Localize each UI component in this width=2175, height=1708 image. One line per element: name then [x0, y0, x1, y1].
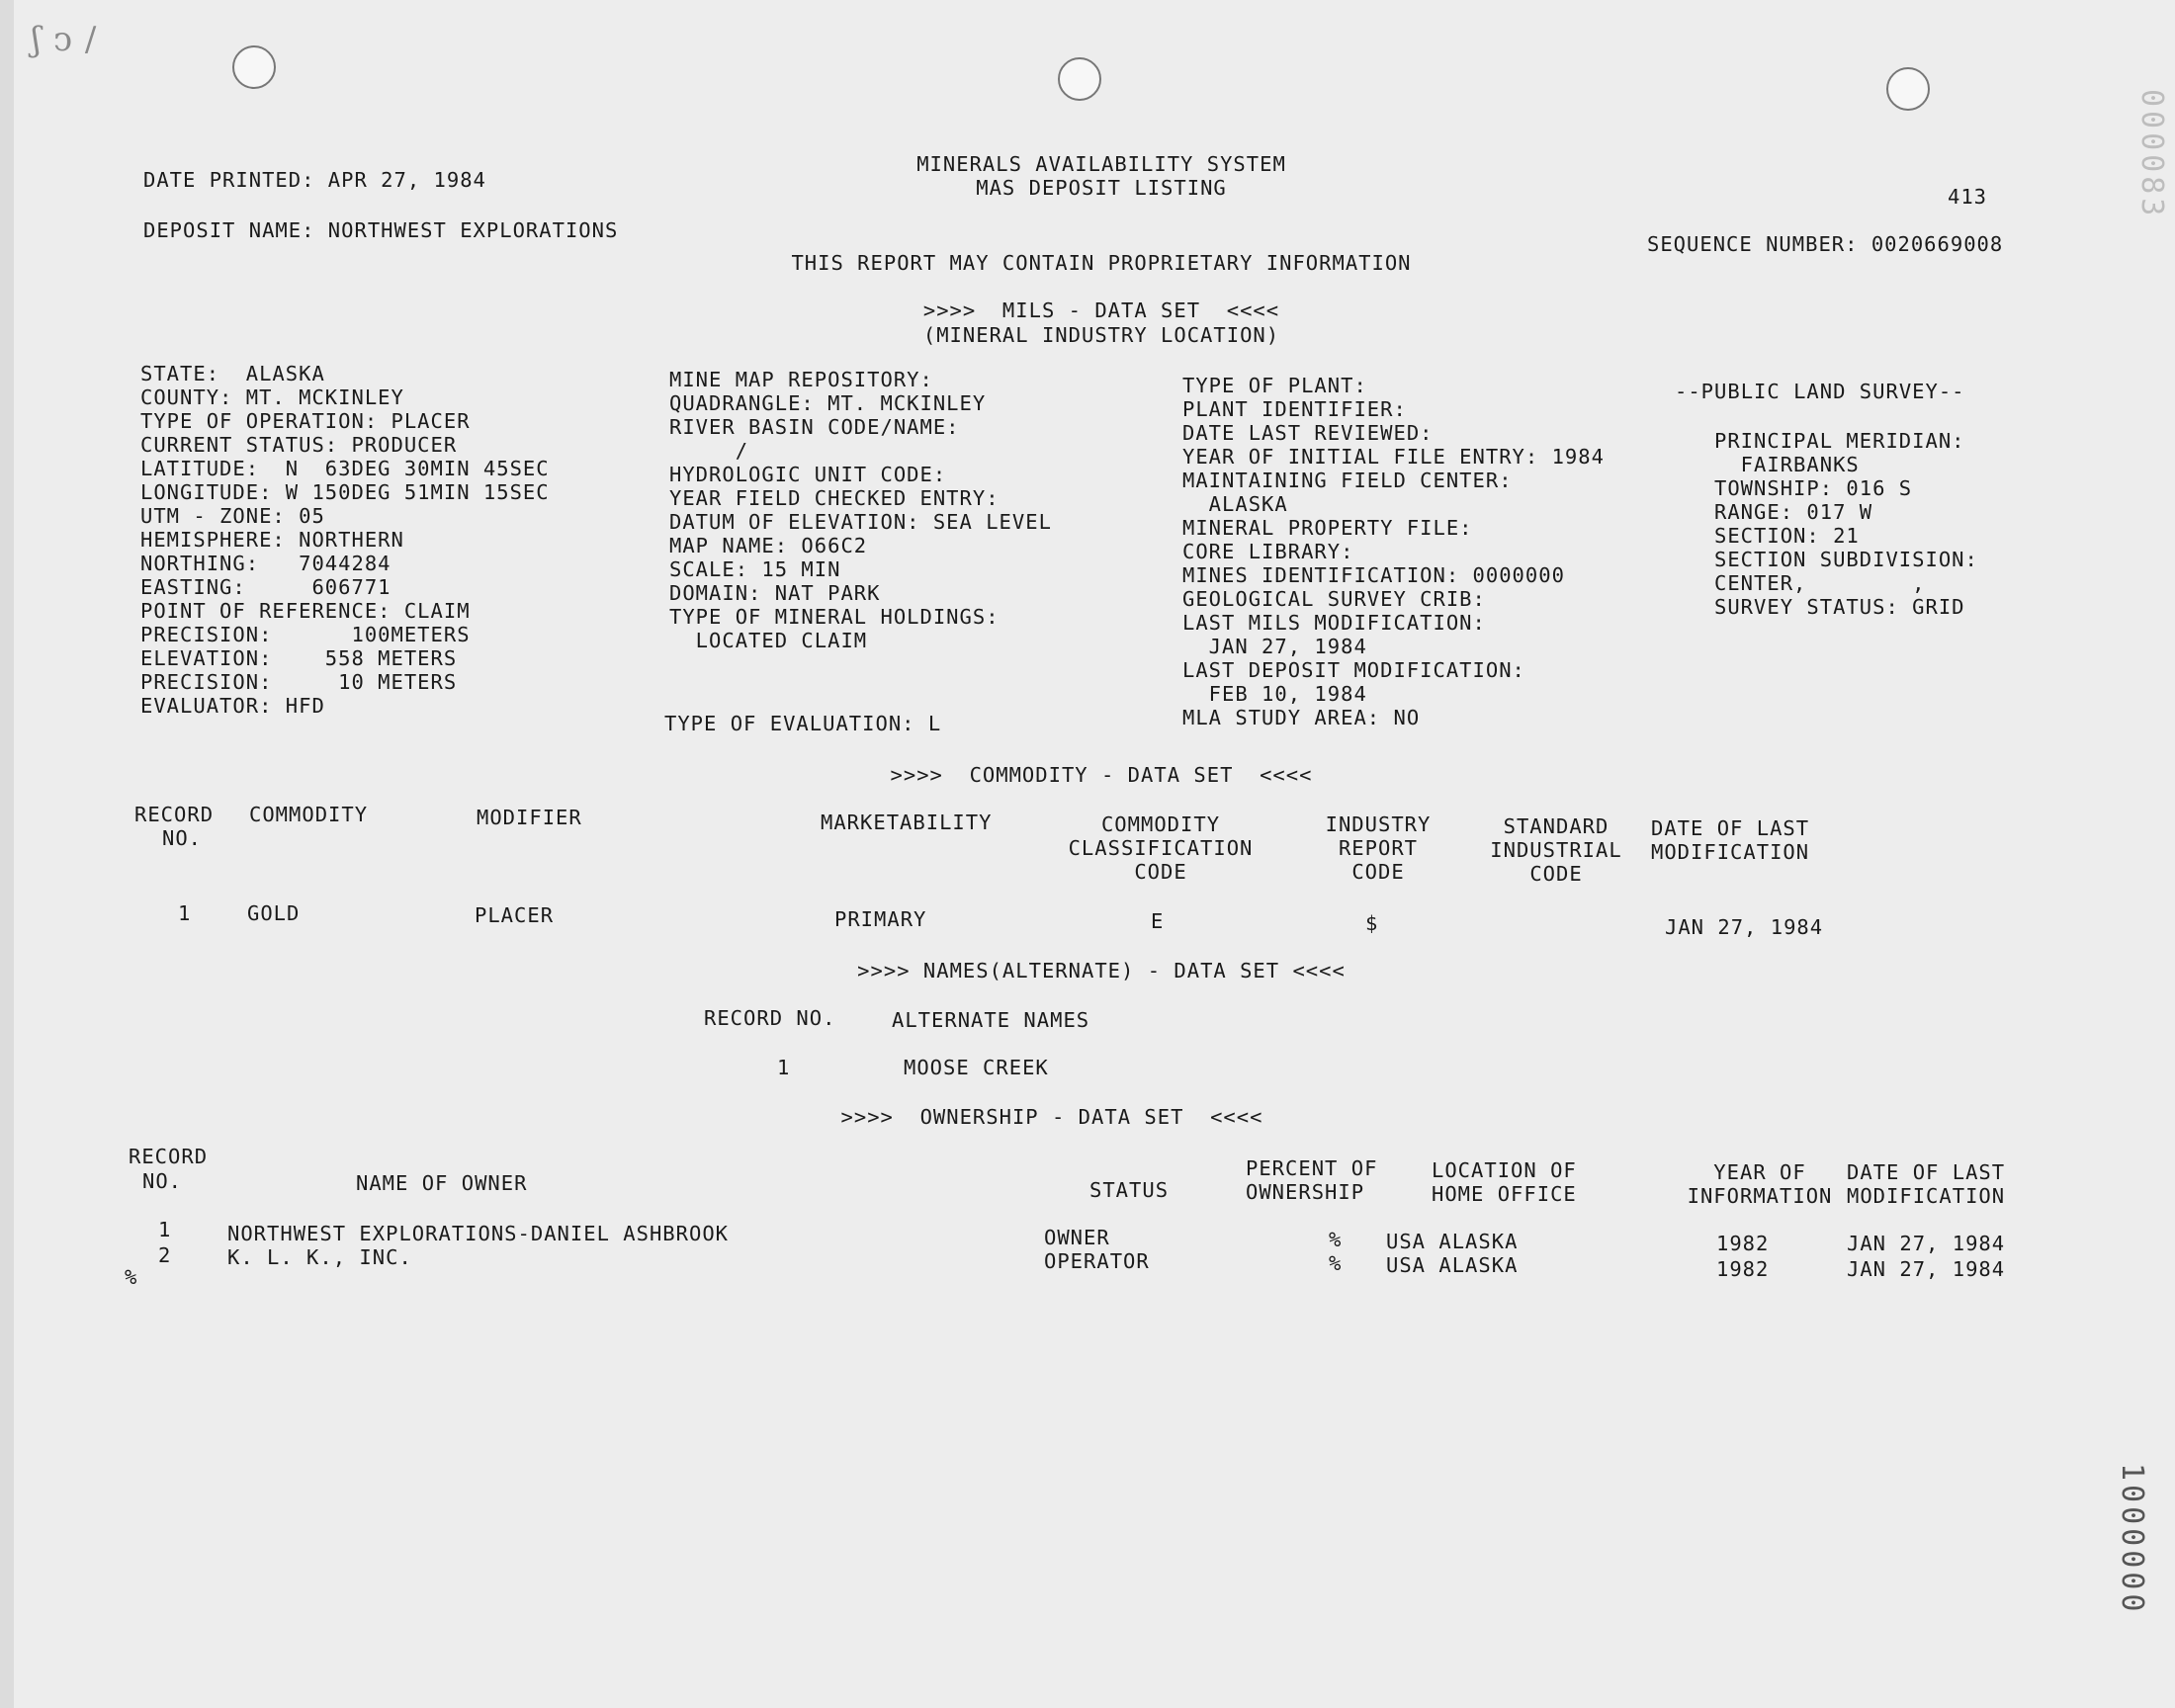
mils-field: EVALUATOR: HFD	[140, 694, 325, 718]
mils-field: POINT OF REFERENCE: CLAIM	[140, 599, 471, 623]
page-edge	[0, 0, 14, 1708]
mils-subtitle: (MINERAL INDUSTRY LOCATION)	[922, 323, 1280, 347]
mils-field: ALASKA	[1182, 492, 1288, 516]
survey-field: SECTION SUBDIVISION:	[1714, 548, 1978, 571]
commodity-date: JAN 27, 1984	[1665, 915, 1824, 939]
mils-field: EASTING: 606771	[140, 575, 392, 599]
handwritten-mark: ʃ ↄ /	[32, 20, 98, 59]
mils-field: COUNTY: MT. MCKINLEY	[140, 385, 404, 409]
ownership-header-date-2: MODIFICATION	[1847, 1184, 2006, 1208]
mils-column-2	[669, 368, 1052, 652]
punch-hole-center	[1058, 57, 1101, 101]
owner-year: 1982	[1716, 1232, 1770, 1255]
ownership-title: >>>> OWNERSHIP - DATA SET <<<<	[840, 1105, 1263, 1129]
mils-field: CURRENT STATUS: PRODUCER	[140, 433, 458, 457]
mils-field: MAINTAINING FIELD CENTER:	[1182, 469, 1513, 492]
ownership-trailing-percent: %	[125, 1265, 138, 1289]
mils-field: LATITUDE: N 63DEG 30MIN 45SEC	[140, 457, 550, 480]
owner-year: 1982	[1716, 1257, 1770, 1281]
mils-field: PRECISION: 100METERS	[140, 623, 471, 646]
owner-location: USA ALASKA	[1386, 1230, 1519, 1253]
mils-field: FEB 10, 1984	[1182, 682, 1367, 706]
survey-field: TOWNSHIP: 016 S	[1714, 476, 1913, 500]
survey-field: RANGE: 017 W	[1714, 500, 1873, 524]
type-of-evaluation: TYPE OF EVALUATION: L	[664, 712, 942, 735]
owner-status: OPERATOR	[1044, 1249, 1150, 1273]
mils-field: DATUM OF ELEVATION: SEA LEVEL	[669, 510, 1052, 534]
mils-field: MINERAL PROPERTY FILE:	[1182, 516, 1473, 540]
mils-field: HYDROLOGIC UNIT CODE:	[669, 463, 947, 486]
survey-field: SECTION: 21	[1714, 524, 1860, 548]
mils-field: CORE LIBRARY:	[1182, 540, 1354, 563]
punch-hole-left	[232, 45, 276, 89]
commodity-modifier: PLACER	[475, 903, 555, 927]
ownership-header-year-1: YEAR OF	[1713, 1160, 1806, 1184]
mils-field: LAST MILS MODIFICATION:	[1182, 611, 1486, 635]
mils-field: TYPE OF OPERATION: PLACER	[140, 409, 471, 433]
survey-field: SURVEY STATUS: GRID	[1714, 595, 1965, 619]
margin-stamp-top: 000083	[2134, 89, 2169, 220]
commodity-header-marketability: MARKETABILITY	[821, 811, 993, 834]
date-printed: DATE PRINTED: APR 27, 1984	[143, 168, 486, 192]
commodity-header-standard-3: CODE	[1529, 862, 1583, 886]
commodity-header-industry-1: INDUSTRY	[1325, 812, 1432, 836]
mils-field: QUADRANGLE: MT. MCKINLEY	[669, 391, 987, 415]
ownership-header-location-1: LOCATION OF	[1432, 1158, 1577, 1182]
owner-percent: %	[1329, 1251, 1343, 1275]
mils-field: LONGITUDE: W 150DEG 51MIN 15SEC	[140, 480, 550, 504]
page-number: 413	[1948, 185, 1988, 209]
mils-field: UTM - ZONE: 05	[140, 504, 325, 528]
commodity-header-industry-2: REPORT	[1338, 836, 1419, 860]
mils-field: MINE MAP REPOSITORY:	[669, 368, 933, 391]
ownership-header-name: NAME OF OWNER	[356, 1171, 528, 1195]
commodity-header-classification-2: CLASSIFICATION	[1068, 836, 1254, 860]
mils-title: >>>> MILS - DATA SET <<<<	[922, 299, 1280, 322]
mils-field: MLA STUDY AREA: NO	[1182, 706, 1421, 729]
commodity-header-record-no: NO.	[162, 826, 203, 850]
report-page	[14, 0, 2175, 1708]
names-header-alternate: ALTERNATE NAMES	[892, 1008, 1090, 1032]
ownership-header-record: RECORD	[129, 1145, 209, 1168]
punch-hole-right	[1886, 67, 1930, 111]
owner-record: 1	[158, 1218, 172, 1241]
commodity-header-commodity: COMMODITY	[249, 803, 369, 826]
ownership-header-date-1: DATE OF LAST	[1847, 1160, 2006, 1184]
mils-field: STATE: ALASKA	[140, 362, 325, 385]
ownership-header-status: STATUS	[1089, 1178, 1170, 1202]
commodity-header-standard-2: INDUSTRIAL	[1490, 838, 1622, 862]
mils-field: YEAR OF INITIAL FILE ENTRY: 1984	[1182, 445, 1605, 469]
mils-field: PRECISION: 10 METERS	[140, 670, 458, 694]
owner-status: OWNER	[1044, 1226, 1110, 1249]
mils-field: MINES IDENTIFICATION: 0000000	[1182, 563, 1565, 587]
names-header-record: RECORD NO.	[704, 1006, 836, 1030]
commodity-header-date-1: DATE OF LAST	[1651, 816, 1810, 840]
mils-column-1	[140, 362, 550, 718]
sequence-number: SEQUENCE NUMBER: 0020669008	[1647, 232, 2004, 256]
mils-field: TYPE OF MINERAL HOLDINGS:	[669, 605, 1000, 629]
margin-stamp-bottom: 1000000	[2115, 1463, 2149, 1616]
owner-location: USA ALASKA	[1386, 1253, 1519, 1277]
system-title: MINERALS AVAILABILITY SYSTEM	[916, 152, 1286, 176]
commodity-record: 1	[178, 901, 192, 925]
mils-column-4	[1714, 429, 1978, 619]
mils-field: /	[669, 439, 749, 463]
commodity-header-standard-1: STANDARD	[1503, 814, 1610, 838]
mils-field: SCALE: 15 MIN	[669, 557, 841, 581]
mils-column-3	[1182, 374, 1605, 729]
commodity-header-industry-3: CODE	[1351, 860, 1405, 884]
mils-field: GEOLOGICAL SURVEY CRIB:	[1182, 587, 1486, 611]
owner-record: 2	[158, 1243, 172, 1267]
ownership-header-location-2: HOME OFFICE	[1432, 1182, 1577, 1206]
survey-field: PRINCIPAL MERIDIAN:	[1714, 429, 1965, 453]
owner-name: K. L. K., INC.	[227, 1245, 412, 1269]
ownership-header-year-2: INFORMATION	[1687, 1184, 1833, 1208]
names-row-name: MOOSE CREEK	[904, 1056, 1049, 1079]
commodity-marketability: PRIMARY	[834, 907, 927, 931]
names-title: >>>> NAMES(ALTERNATE) - DATA SET <<<<	[857, 959, 1346, 982]
mils-field: HEMISPHERE: NORTHERN	[140, 528, 404, 552]
ownership-header-record-no: NO.	[142, 1169, 183, 1193]
public-land-survey-title: --PUBLIC LAND SURVEY--	[1675, 380, 1965, 403]
commodity-name: GOLD	[247, 901, 301, 925]
commodity-header-date-2: MODIFICATION	[1651, 840, 1810, 864]
owner-percent: %	[1329, 1228, 1343, 1251]
mils-field: LAST DEPOSIT MODIFICATION:	[1182, 658, 1525, 682]
owner-name: NORTHWEST EXPLORATIONS-DANIEL ASHBROOK	[227, 1222, 729, 1245]
commodity-classification-code: E	[1151, 909, 1165, 933]
owner-date: JAN 27, 1984	[1847, 1257, 2006, 1281]
mils-field: MAP NAME: O66C2	[669, 534, 868, 557]
ownership-header-percent-2: OWNERSHIP	[1246, 1180, 1365, 1204]
survey-field: CENTER, ,	[1714, 571, 1926, 595]
mils-field: DATE LAST REVIEWED:	[1182, 421, 1434, 445]
mils-field: NORTHING: 7044284	[140, 552, 392, 575]
mils-field: LOCATED CLAIM	[669, 629, 868, 652]
mils-field: JAN 27, 1984	[1182, 635, 1367, 658]
owner-date: JAN 27, 1984	[1847, 1232, 2006, 1255]
commodity-header-record: RECORD	[134, 803, 215, 826]
proprietary-notice: THIS REPORT MAY CONTAIN PROPRIETARY INFORMATION	[791, 251, 1412, 275]
commodity-industry-code: $	[1365, 911, 1379, 935]
commodity-header-modifier: MODIFIER	[477, 806, 582, 829]
survey-field: FAIRBANKS	[1714, 453, 1860, 476]
mils-field: DOMAIN: NAT PARK	[669, 581, 881, 605]
mils-field: RIVER BASIN CODE/NAME:	[669, 415, 960, 439]
commodity-header-classification-3: CODE	[1134, 860, 1187, 884]
commodity-title: >>>> COMMODITY - DATA SET <<<<	[890, 763, 1313, 787]
mils-field: TYPE OF PLANT:	[1182, 374, 1367, 397]
mils-field: PLANT IDENTIFIER:	[1182, 397, 1407, 421]
ownership-header-percent-1: PERCENT OF	[1246, 1156, 1378, 1180]
listing-title: MAS DEPOSIT LISTING	[976, 176, 1227, 200]
mils-field: YEAR FIELD CHECKED ENTRY:	[669, 486, 1000, 510]
names-row-record: 1	[777, 1056, 791, 1079]
mils-field: ELEVATION: 558 METERS	[140, 646, 458, 670]
deposit-name: DEPOSIT NAME: NORTHWEST EXPLORATIONS	[143, 218, 619, 242]
commodity-header-classification-1: COMMODITY	[1100, 812, 1221, 836]
